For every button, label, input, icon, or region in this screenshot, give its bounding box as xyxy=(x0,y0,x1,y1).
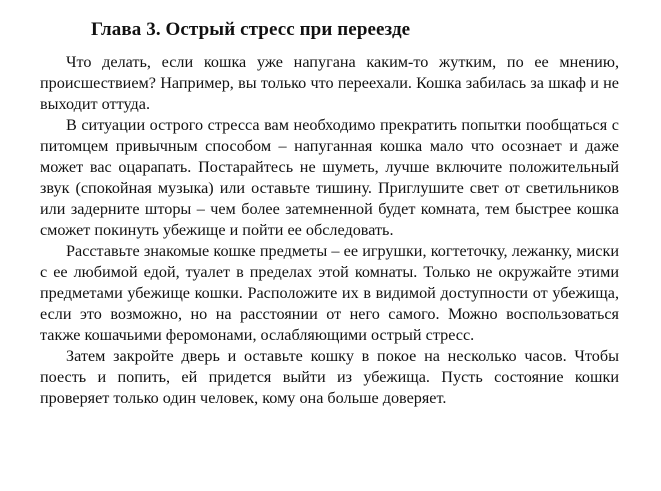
paragraph-1: Что делать, если кошка уже напугана каким-то жутким, по ее мнению, происшествием? Например, вы только что переехали. Кошка забилась за шкаф и не выходит оттуда. xyxy=(40,53,619,113)
paragraph-4: Затем закройте дверь и оставьте кошку в покое на несколько часов. Чтобы поесть и попить, ей придется выйти из убежища. Пусть состояние кошки проверяет только один человек, кому она больше доверяет. xyxy=(40,347,619,407)
paragraph-3: Расставьте знакомые кошке предметы – ее игрушки, когтеточку, лежанку, миски с ее любимой едой, туалет в пределах этой комнаты. Только не окружайте этими предметами убежище кошки. Расположите их в видимой доступности от убежища, если это возможно, но на расстоянии от него самого. Можно воспользоваться также кошачьими феромонами, ослабляющими острый стресс. xyxy=(40,242,619,344)
chapter-title: Глава 3. Острый стресс при переезде xyxy=(91,19,411,40)
paragraph-2: В ситуации острого стресса вам необходимо прекратить попытки пообщаться с питомцем привычным способом – напуганная кошка мало что осознает и даже может вас оцарапать. Постарайтесь не шуметь, лучше включите положительный звук (спокойная музыка) или оставьте тишину. Приглушите свет от светильников или задерните шторы – чем более затемненной будет комната, тем быстрее кошка сможет покинуть убежище и пойти ее обследовать. xyxy=(40,116,619,239)
